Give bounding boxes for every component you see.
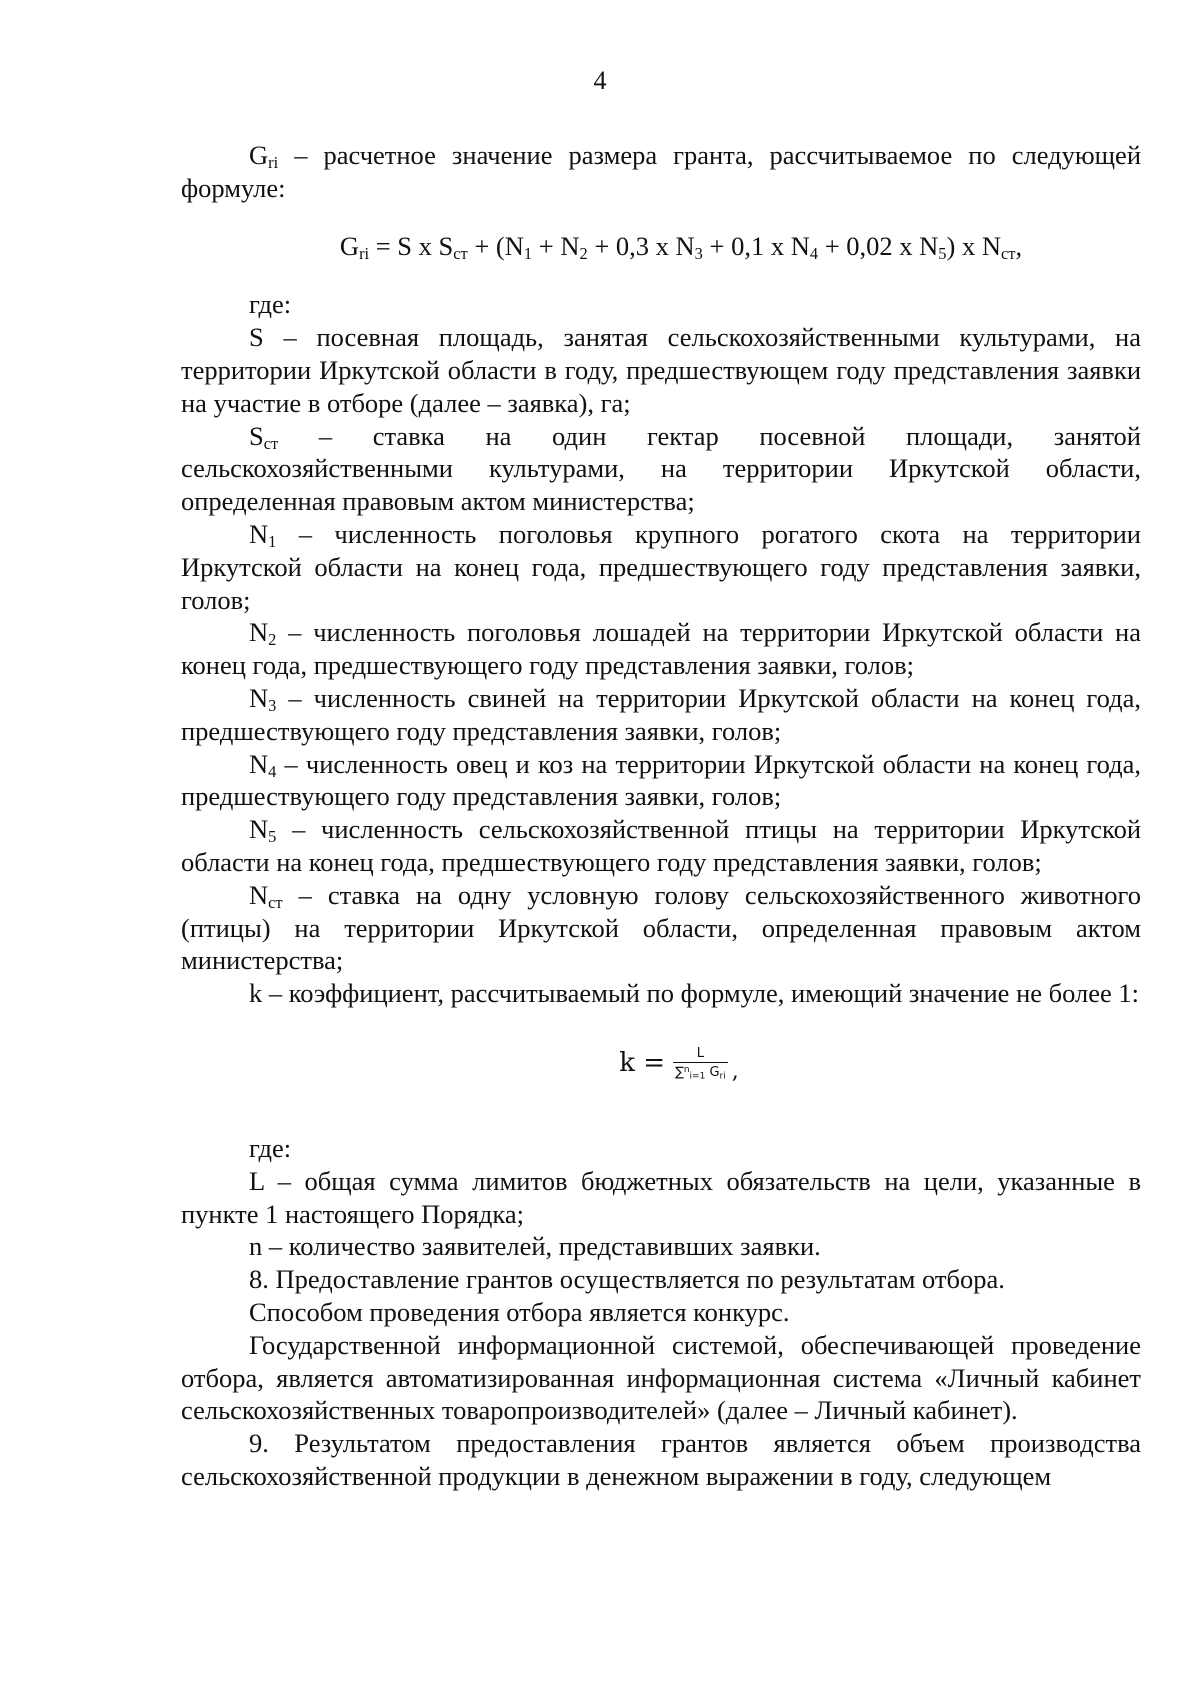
formula-gri-part-a-sub: ст	[453, 243, 468, 263]
formula-gri-part-d: + 0,3 х N	[587, 230, 695, 261]
definition-n5-text: – численность сельскохозяйственной птицы на территории Иркутской области на конец года, предшествующего году представления заявки, голов;	[181, 814, 1141, 877]
paragraph-8: 8. Предоставление грантов осуществляется по результатам отбора.	[249, 1264, 1005, 1295]
formula-gri-part-g: ) х N	[946, 230, 1001, 261]
paragraph-gri-definition	[181, 139, 1141, 205]
formula-gri	[181, 230, 1141, 263]
formula-k-fraction	[673, 1046, 728, 1081]
formula-gri-lhs-sub: ri	[359, 243, 370, 263]
definition-n: n – количество заявителей, представивших заявки.	[249, 1231, 821, 1262]
definition-n4-sub: 4	[268, 761, 277, 781]
formula-gri-part-b-sub: 1	[523, 243, 533, 263]
formula-k-comma: ,	[731, 1058, 739, 1084]
formula-gri-part-g-sub: ст	[1000, 243, 1016, 263]
definition-n3-sub: 3	[268, 696, 277, 716]
definition-s-st-text: – ставка на один гектар посевной площади, занятой сельскохозяйственными культурами, на территории Иркутской области, определенная правовым актом министерства;	[181, 420, 1141, 517]
where-label-1: где:	[249, 289, 292, 320]
formula-gri-part-d-sub: 3	[694, 243, 703, 263]
definition-n4-text: – численность овец и коз на территории Иркутской области на конец года, предшествующего году представления заявки, голов;	[181, 748, 1141, 812]
formula-gri-part-e-sub: 4	[809, 243, 819, 263]
definition-n1-sub: 1	[268, 532, 277, 552]
definition-n-st	[181, 879, 1141, 977]
definition-n2-sub: 2	[268, 630, 277, 650]
definition-n4	[181, 748, 1141, 814]
sigma-symbol: ∑	[675, 1064, 684, 1080]
formula-gri-part-c: + N	[532, 230, 580, 261]
formula-k	[181, 1038, 1141, 1102]
definition-n-st-text: – ставка на одну условную голову сельскохозяйственного животного (птицы) на территории Иркутской области, определенная правовым актом министерства;	[181, 879, 1141, 976]
sigma-lower-limit: i=1	[689, 1071, 706, 1082]
definition-s-st	[181, 420, 1141, 518]
formula-gri-comma: ,	[1015, 230, 1023, 261]
definition-n2-text: – численность поголовья лошадей на территории Иркутской области на конец года, предшествующего году представления заявки, голов;	[181, 617, 1141, 681]
definition-s: S – посевная площадь, занятая сельскохозяйственными культурами, на территории Иркутской области в году, предшествующем году представления заявки на участие в отборе (далее – заявка), га;	[181, 322, 1141, 418]
definition-n1-text: – численность поголовья крупного рогатого скота на территории Иркутской области на конец года, предшествующего году представления заявки, голов;	[181, 518, 1141, 615]
formula-k-numerator: L	[696, 1045, 705, 1061]
definition-s-st-symbol: S	[249, 420, 264, 451]
definition-n-st-sub: ст	[268, 892, 283, 912]
sigma-upper-limit: n	[683, 1064, 690, 1075]
definition-n3-text: – численность свиней на территории Иркутской области на конец года, предшествующего году представления заявки, голов;	[181, 682, 1141, 746]
definition-s-st-sub: ст	[263, 433, 279, 453]
formula-gri-part-f-sub: 5	[938, 243, 947, 263]
paragraph-8-method: Способом проведения отбора является конкурс.	[249, 1296, 790, 1327]
symbol-g-sub: ri	[268, 153, 279, 173]
paragraph-9: 9. Результатом предоставления грантов является объем производства сельскохозяйственной продукции в денежном выражении в году, следующем	[181, 1428, 1141, 1491]
sigma-term: G	[705, 1064, 720, 1080]
definition-n1-symbol: N	[249, 518, 269, 549]
gri-definition-text: – расчетное значение размера гранта, рассчитываемое по следующей формуле:	[181, 140, 1141, 203]
formula-k-lhs: k =	[619, 1047, 666, 1078]
formula-gri-lhs: G	[339, 230, 360, 261]
definition-n-st-symbol: N	[249, 879, 269, 910]
formula-k-expression	[619, 1038, 739, 1089]
definition-n2-symbol: N	[249, 617, 269, 648]
formula-gri-part-f: + 0,02 х N	[818, 230, 939, 261]
definition-l: L – общая сумма лимитов бюджетных обязательств на цели, указанные в пункте 1 настоящего Порядка;	[181, 1165, 1141, 1229]
document-body	[181, 139, 1141, 1493]
definition-n2	[181, 616, 1141, 682]
formula-gri-part-a: = S х S	[369, 230, 454, 261]
definition-n5-symbol: N	[249, 814, 269, 845]
where-label-2: где:	[249, 1132, 292, 1163]
formula-gri-part-b: + (N	[467, 230, 524, 261]
definition-n3	[181, 682, 1141, 748]
definition-n1	[181, 518, 1141, 616]
definition-n5-sub: 5	[268, 827, 277, 847]
sigma-term-sub: ri	[719, 1071, 726, 1082]
formula-gri-part-c-sub: 2	[579, 243, 588, 263]
symbol-g: G	[249, 140, 269, 170]
page-number: 4	[593, 66, 607, 95]
definition-n5	[181, 813, 1141, 879]
paragraph-8-system: Государственной информационной системой, обеспечивающей проведение отбора, является автоматизированная информационная система «Личный кабинет сельскохозяйственных товаропроизводителей» (далее – Личный кабинет).	[181, 1329, 1141, 1426]
definition-n3-symbol: N	[249, 682, 269, 713]
definition-k: k – коэффициент, рассчитываемый по формуле, имеющий значение не более 1:	[249, 978, 1140, 1009]
definition-n4-symbol: N	[249, 748, 269, 779]
formula-gri-part-e: + 0,1 х N	[702, 230, 810, 261]
formula-k-denominator	[673, 1062, 728, 1081]
